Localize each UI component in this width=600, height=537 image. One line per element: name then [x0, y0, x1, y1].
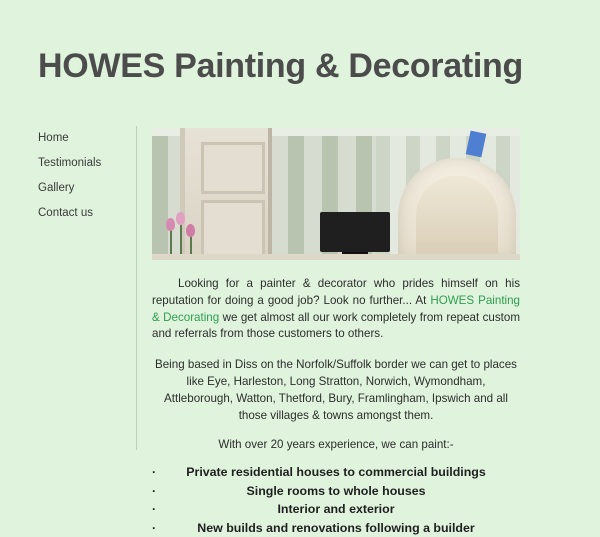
company-link[interactable]: HOWES Painting & Decorating [152, 293, 521, 324]
location-paragraph: Being based in Diss on the Norfolk/Suffolk border we can get to places like Eye, Harleston, Long Stratton, Norwich, Wymondham, Attleborough, Watton, Thetford, Bury, Framlingham, Ipswich and all those villages & towns amongst them. [155, 358, 517, 422]
list-item [152, 463, 520, 482]
sidebar-item-home[interactable]: Home [38, 132, 69, 144]
photo-skirting [152, 254, 520, 260]
list-item-label: Single rooms to whole houses [246, 483, 426, 498]
list-item [152, 519, 520, 537]
sidebar-item-contact-us[interactable]: Contact us [38, 207, 93, 220]
list-item-label: Interior and exterior [277, 502, 395, 517]
sidebar-item-gallery[interactable]: Gallery [38, 182, 75, 195]
photo-television [320, 212, 390, 252]
intro-paragraph [152, 276, 520, 343]
list-item [152, 500, 520, 519]
bullet-icon: · [152, 464, 157, 479]
intro-paragraph-part1: Looking for a painter & decorator who prides himself on his reputation for doing a good job? Look no further... At [152, 277, 520, 307]
hero-photo [152, 128, 520, 260]
bullet-icon: · [152, 483, 157, 498]
bullet-icon: · [152, 520, 157, 535]
photo-door-panel-bottom [201, 200, 265, 258]
vertical-divider [136, 126, 137, 450]
bullet-icon: · [152, 502, 157, 517]
list-item-label: New builds and renovations following a builder [197, 520, 475, 535]
photo-flowers [160, 202, 204, 260]
list-item [152, 482, 520, 501]
photo-door-panel-top [201, 142, 265, 194]
sidebar-nav [38, 132, 134, 233]
intro-paragraph-part2: we get almost all our work completely from repeat custom and referrals from those customers to others. [152, 310, 520, 341]
sidebar-item-testimonials[interactable]: Testimonials [38, 157, 102, 170]
photo-arch-inner [416, 176, 498, 260]
experience-line: With over 20 years experience, we can paint:- [218, 438, 454, 452]
main-content [152, 128, 564, 537]
list-item-label: Private residential houses to commercial buildings [186, 464, 486, 479]
page-title: HOWES Painting & Decorating [38, 46, 523, 85]
services-list [152, 463, 520, 537]
